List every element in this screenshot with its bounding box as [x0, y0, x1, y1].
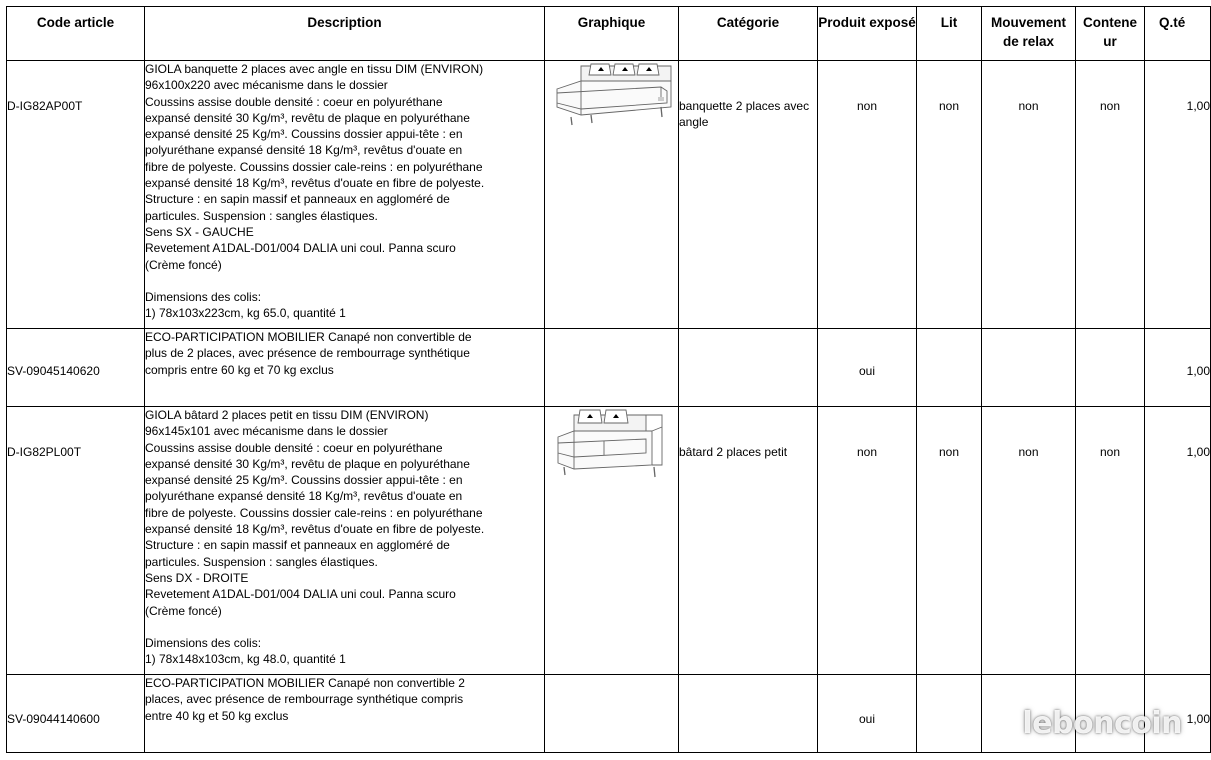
header-code: Code article — [7, 7, 145, 61]
row-bed: non — [938, 445, 960, 459]
row-code-cell — [7, 407, 145, 675]
row-container: non — [1099, 99, 1121, 113]
desc-line: fibre de polyeste. Coussins dossier cale-reins : en polyuréthane — [145, 505, 483, 520]
row-qty: 1,00 — [1186, 99, 1210, 113]
row-relax: non — [1018, 445, 1039, 459]
header-container: Contene ur — [1076, 7, 1145, 61]
row-category-cell — [679, 61, 818, 329]
desc-line: Revetement A1DAL-D01/004 DALIA uni coul. Panna scuro — [145, 587, 456, 602]
header-bed: Lit — [917, 7, 982, 61]
desc-line: expansé densité 18 Kg/m³, revêtus d'ouate en fibre de polyeste. — [145, 522, 485, 537]
row-exposed: non — [856, 99, 878, 113]
desc-line: ECO-PARTICIPATION MOBILIER Canapé non convertible de — [145, 330, 472, 344]
desc-line: 1) 78x103x223cm, kg 65.0, quantité 1 — [145, 306, 346, 321]
row-description-cell — [145, 61, 545, 329]
row-exposed-cell — [818, 675, 917, 753]
desc-line: Structure : en sapin massif et panneaux en aggloméré de — [145, 538, 450, 553]
table-row — [7, 329, 1211, 407]
desc-line: entre 40 kg et 50 kg exclus — [145, 708, 289, 723]
desc-line: places, avec présence de rembourrage synthétique compris — [145, 692, 464, 707]
row-bed-cell — [917, 407, 982, 675]
row-container-cell — [1076, 329, 1145, 407]
desc-line: plus de 2 places, avec présence de rembourrage synthétique — [145, 346, 470, 361]
desc-line: Sens SX - GAUCHE — [145, 224, 254, 239]
table-row — [7, 61, 1211, 329]
row-exposed-cell — [818, 329, 917, 407]
row-graphic-cell — [545, 675, 679, 753]
desc-line: expansé densité 30 Kg/m³, revêtu de plaque en polyuréthane — [145, 456, 470, 471]
row-category-cell — [679, 329, 818, 407]
desc-line: ECO-PARTICIPATION MOBILIER Canapé non convertible 2 — [145, 676, 465, 690]
desc-line: GIOLA bâtard 2 places petit en tissu DIM (ENVIRON) — [145, 408, 429, 422]
desc-line: expansé densité 25 Kg/m³. Coussins dossier appui-tête : en — [145, 127, 463, 142]
header-graphic: Graphique — [545, 7, 679, 61]
header-qty: Q.té — [1145, 7, 1211, 61]
row-container: non — [1099, 445, 1121, 459]
row-qty-cell — [1145, 329, 1211, 407]
desc-line: Dimensions des colis: — [145, 635, 262, 650]
two-seat-sofa-sketch-icon — [554, 407, 670, 483]
row-exposed: oui — [858, 712, 875, 726]
desc-line: (Crème foncé) — [145, 603, 222, 618]
row-code-cell — [7, 329, 145, 407]
desc-line: particules. Suspension : sangles élastiques. — [145, 554, 378, 569]
row-relax-cell — [982, 329, 1076, 407]
header-relax: Mouvement de relax — [982, 7, 1076, 61]
header-exposed: Produit exposé — [818, 7, 917, 61]
desc-line: 1) 78x148x103cm, kg 48.0, quantité 1 — [145, 652, 346, 667]
row-qty: 1,00 — [1186, 445, 1210, 459]
row-qty: 1,00 — [1186, 364, 1210, 378]
desc-line: expansé densité 25 Kg/m³. Coussins dossier appui-tête : en — [145, 473, 463, 488]
desc-line: polyuréthane expansé densité 18 Kg/m³, revêtus d'ouate en — [145, 143, 463, 158]
desc-spacer — [145, 273, 544, 289]
row-description-cell — [145, 329, 545, 407]
row-relax-cell — [982, 407, 1076, 675]
row-description-cell — [145, 675, 545, 753]
row-code: SV-09044140600 — [7, 712, 100, 726]
desc-spacer — [145, 619, 544, 635]
order-table — [6, 6, 1211, 753]
row-qty: 1,00 — [1186, 712, 1210, 726]
row-category: banquette 2 places avec angle — [679, 99, 810, 130]
row-category-cell — [679, 675, 818, 753]
row-graphic-cell — [545, 407, 679, 675]
desc-line: particules. Suspension : sangles élastiques. — [145, 208, 378, 223]
row-code-cell — [7, 675, 145, 753]
desc-line: expansé densité 18 Kg/m³, revêtus d'ouate en fibre de polyeste. — [145, 176, 485, 191]
desc-line: Structure : en sapin massif et panneaux en aggloméré de — [145, 192, 450, 207]
row-qty-cell — [1145, 407, 1211, 675]
row-exposed: non — [856, 445, 878, 459]
desc-line: expansé densité 30 Kg/m³, revêtu de plaque en polyuréthane — [145, 110, 470, 125]
corner-sofa-sketch-icon — [551, 61, 673, 133]
row-exposed-cell — [818, 61, 917, 329]
row-category-cell — [679, 407, 818, 675]
watermark-logo: leboncoin — [1022, 706, 1182, 741]
desc-line: Revetement A1DAL-D01/004 DALIA uni coul. Panna scuro — [145, 241, 456, 256]
row-qty-cell — [1145, 61, 1211, 329]
row-code: SV-09045140620 — [7, 364, 100, 378]
row-bed-cell — [917, 61, 982, 329]
desc-line: 96x100x220 avec mécanisme dans le dossier — [145, 78, 388, 93]
row-exposed-cell — [818, 407, 917, 675]
row-code: D-IG82AP00T — [7, 99, 83, 113]
row-graphic-cell — [545, 329, 679, 407]
row-graphic-cell — [545, 61, 679, 329]
header-category: Catégorie — [679, 7, 818, 61]
row-code: D-IG82PL00T — [7, 445, 82, 459]
desc-line: fibre de polyeste. Coussins dossier cale-reins : en polyuréthane — [145, 159, 483, 174]
header-description: Description — [145, 7, 545, 61]
row-container-cell — [1076, 407, 1145, 675]
desc-line: GIOLA banquette 2 places avec angle en tissu DIM (ENVIRON) — [145, 62, 484, 76]
desc-line: compris entre 60 kg et 70 kg exclus — [145, 362, 334, 377]
desc-line: (Crème foncé) — [145, 257, 222, 272]
header-row — [7, 7, 1211, 61]
row-exposed: oui — [858, 364, 875, 378]
row-bed-cell — [917, 675, 982, 753]
row-relax-cell — [982, 61, 1076, 329]
desc-line: polyuréthane expansé densité 18 Kg/m³, revêtus d'ouate en — [145, 489, 463, 504]
desc-line: Coussins assise double densité : coeur en polyuréthane — [145, 440, 443, 455]
row-code-cell — [7, 61, 145, 329]
row-relax: non — [1018, 99, 1039, 113]
row-bed-cell — [917, 329, 982, 407]
desc-line: Coussins assise double densité : coeur en polyuréthane — [145, 94, 443, 109]
desc-line: Dimensions des colis: — [145, 289, 262, 304]
row-container-cell — [1076, 61, 1145, 329]
row-description-cell — [145, 407, 545, 675]
table-row — [7, 407, 1211, 675]
row-bed: non — [938, 99, 960, 113]
row-category: bâtard 2 places petit — [679, 445, 788, 459]
desc-line: Sens DX - DROITE — [145, 570, 249, 585]
desc-line: 96x145x101 avec mécanisme dans le dossier — [145, 424, 388, 439]
